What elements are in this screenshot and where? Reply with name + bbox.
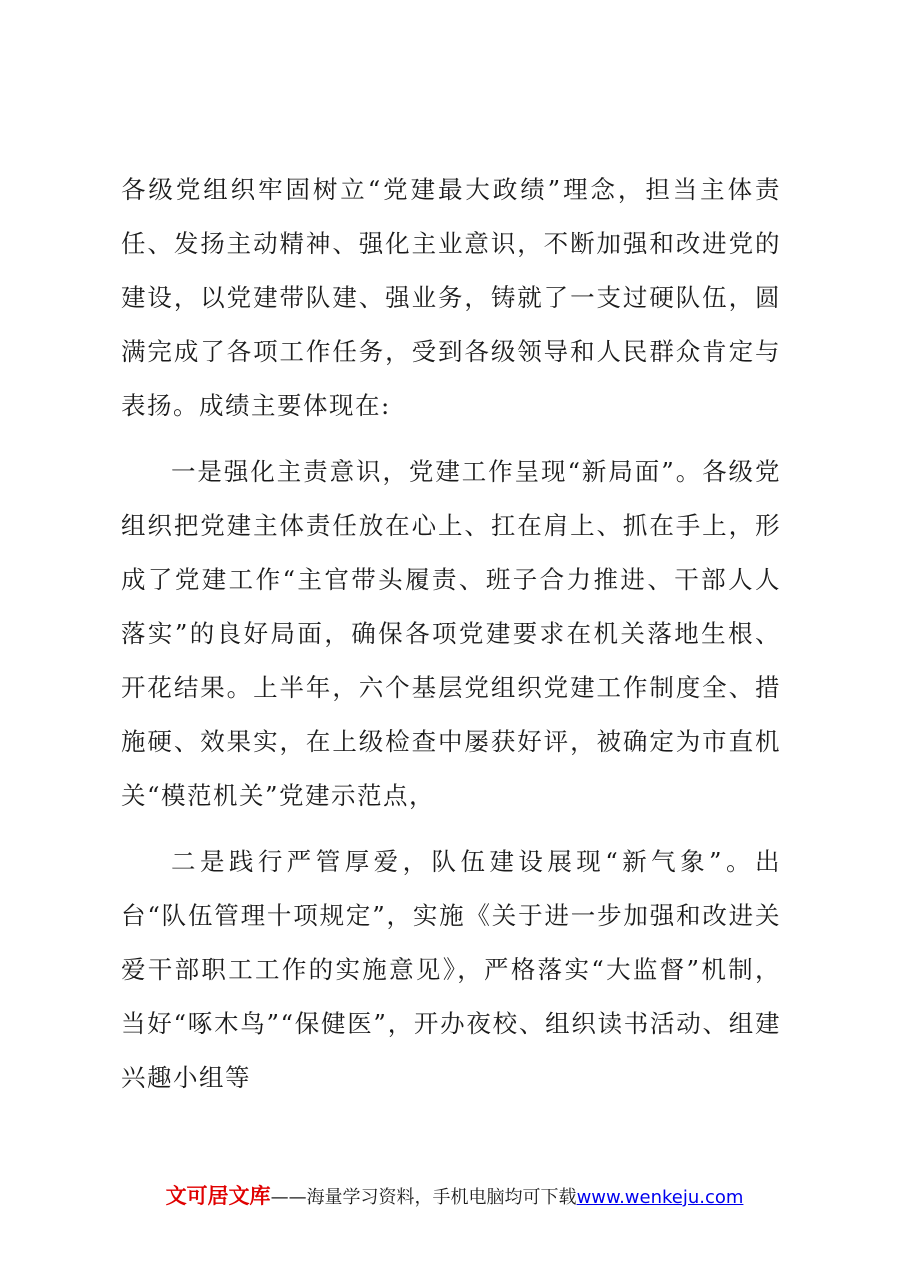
footer-website-link[interactable]: www.wenkeju.com [576,1187,744,1208]
footer-brand: 文可居文库 [165,1184,271,1208]
paragraph-point-two: 二是践行严管厚爱，队伍建设展现“新气象”。出台“队伍管理十项规定”，实施《关于进一步加强和改进关爱干部职工工作的实施意见》，严格落实“大监督”机制，当好“啄木鸟”“保健医”，开办夜校、组织读书活动、组建兴趣小组等 [121,847,781,1092]
footer-dash: —— [270,1187,307,1208]
footer-tagline: 海量学习资料，手机电脑均可下载 [306,1187,577,1208]
footer-banner [0,1180,909,1210]
paragraph-point-one: 一是强化主责意识，党建工作呈现“新局面”。各级党组织把党建主体责任放在心上、扛在肩上、抓在手上，形成了党建工作“主官带头履责、班子合力推进、干部人人落实”的良好局面，确保各项党建要求在机关落地生根、开花结果。上半年，六个基层党组织党建工作制度全、措施硬、效果实，在上级检查中屡获好评，被确定为市直机关“模范机关”党建示范点， [121,457,781,810]
paragraph-intro: 各级党组织牢固树立“党建最大政绩”理念，担当主体责任、发扬主动精神、强化主业意识，不断加强和改进党的建设，以党建带队建、强业务，铸就了一支过硬队伍，圆满完成了各项工作任务，受到各级领导和人民群众肯定与表扬。成绩主要体现在: [121,175,781,420]
document-body [121,163,781,1117]
